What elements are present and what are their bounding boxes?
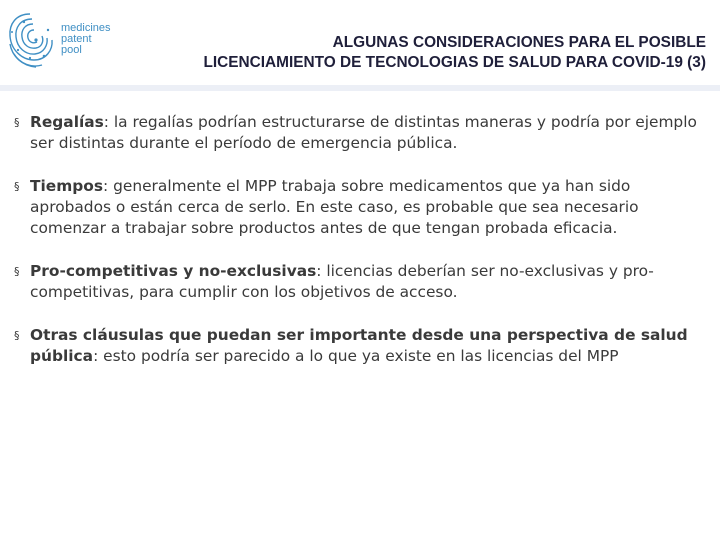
logo-swirl-icon	[6, 10, 56, 72]
bullet-term: Pro-competitivas y no-exclusivas	[30, 262, 317, 280]
bullet-list	[14, 112, 704, 389]
bullet-term: Regalías	[30, 113, 104, 131]
bullet-text: : generalmente el MPP trabaja sobre medicamentos que ya han sido aprobados o están cerca de serlo. En este caso, es probable que sea necesario comenzar a trabajar sobre productos antes de que tengan probada eficacia.	[30, 177, 639, 237]
bullet-term: Tiempos	[30, 177, 104, 195]
bullet-marker: §	[14, 116, 20, 129]
header-divider	[0, 85, 720, 91]
bullet-text: : la regalías podrían estructurarse de distintas maneras y podría por ejemplo ser distintas durante el período de emergencia pública.	[30, 113, 697, 152]
slide-title	[203, 33, 706, 73]
logo-word-patent: patent	[61, 33, 92, 45]
bullet-item-otras-clausulas	[14, 325, 704, 367]
logo-wordmark	[61, 23, 111, 56]
bullet-marker: §	[14, 329, 20, 342]
bullet-item-pro-competitivas	[14, 261, 704, 303]
medicines-patent-pool-logo	[6, 10, 118, 72]
bullet-marker: §	[14, 180, 20, 193]
slide-title-line-1: ALGUNAS CONSIDERACIONES PARA EL POSIBLE	[332, 34, 706, 51]
logo-word-pool: pool	[61, 44, 82, 56]
logo-word-medicines: medicines	[61, 22, 111, 34]
bullet-text: : licencias deberían ser no-exclusivas y pro-competitivas, para cumplir con los objetivos de acceso.	[30, 262, 654, 301]
bullet-text: : esto podría ser parecido a lo que ya existe en las licencias del MPP	[93, 347, 619, 365]
bullet-marker: §	[14, 265, 20, 278]
bullet-item-tiempos	[14, 176, 704, 239]
slide-title-line-2: LICENCIAMIENTO DE TECNOLOGIAS DE SALUD PARA COVID-19 (3)	[203, 54, 706, 71]
bullet-item-regalias	[14, 112, 704, 154]
bullet-term: Otras cláusulas que puedan ser importante desde una perspectiva de salud pública	[30, 326, 688, 365]
